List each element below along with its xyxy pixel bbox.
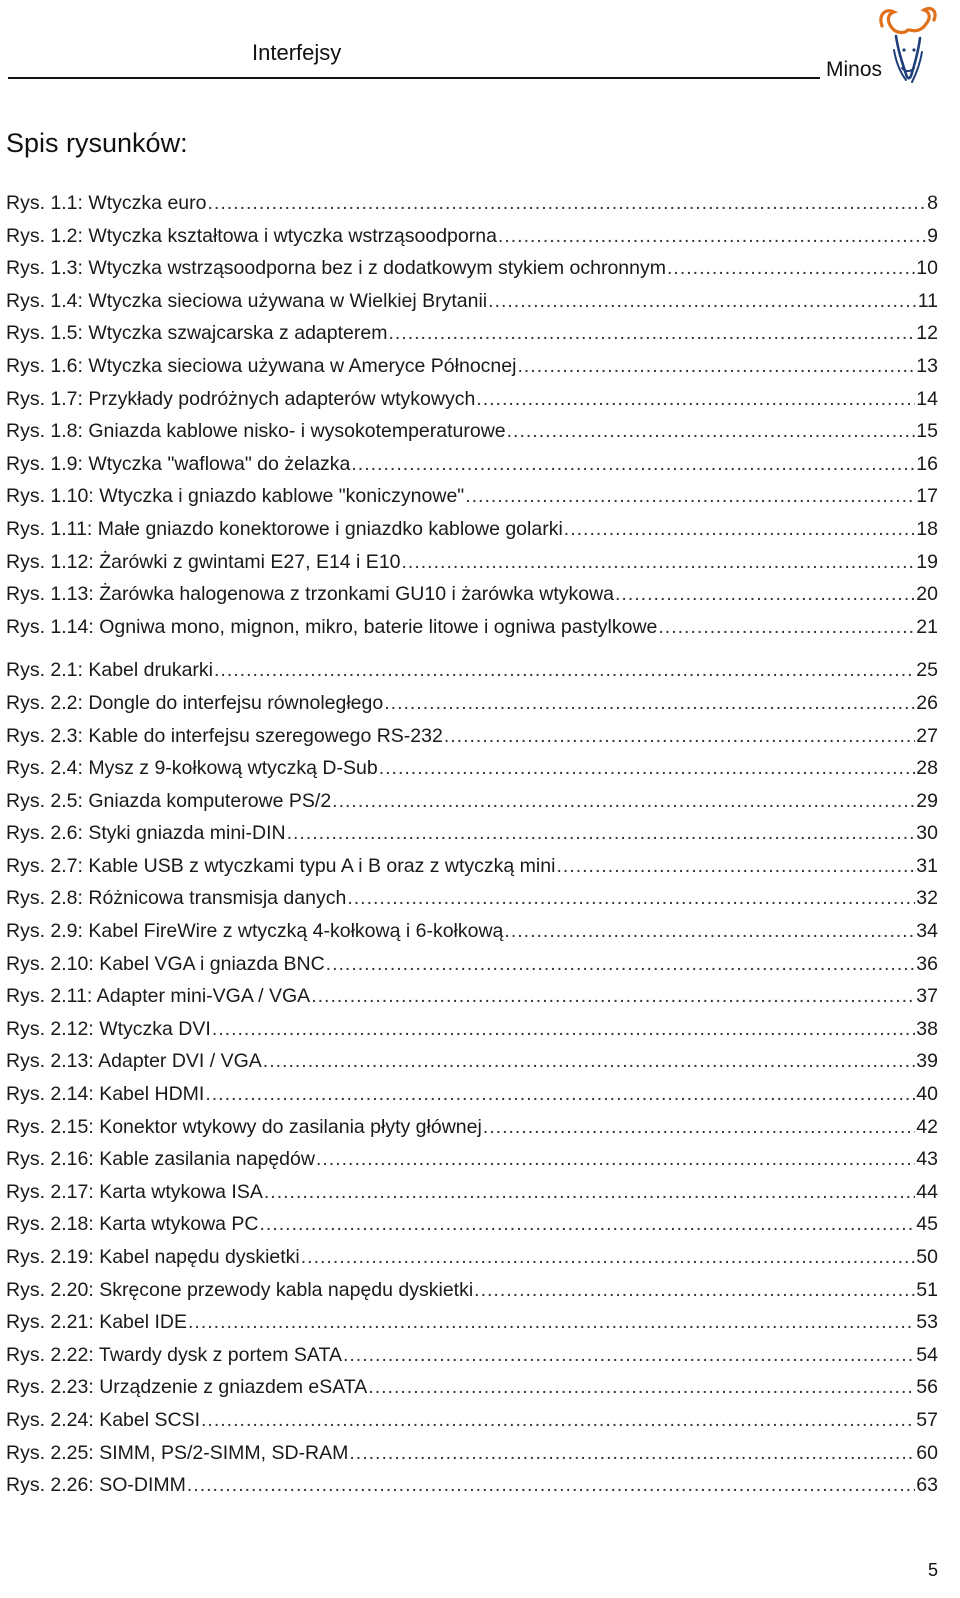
figure-group — [6, 187, 938, 643]
toc-entry-page: 53 — [916, 1311, 938, 1334]
toc-entry-page: 9 — [927, 224, 938, 247]
toc-entry[interactable] — [6, 546, 938, 579]
page-title: Spis rysunków: — [6, 128, 188, 158]
dot-leader — [615, 578, 915, 611]
toc-entry-label: Rys. 1.10: Wtyczka i gniazdo kablowe "koniczynowe" — [6, 485, 465, 508]
toc-entry-label: Rys. 1.4: Wtyczka sieciowa używana w Wielkiej Brytanii — [6, 289, 488, 312]
toc-entry[interactable] — [6, 480, 938, 513]
toc-entry[interactable] — [6, 1078, 938, 1111]
toc-entry[interactable] — [6, 1241, 938, 1274]
dot-leader — [349, 1437, 915, 1470]
dot-leader — [214, 654, 915, 687]
dot-leader — [564, 513, 916, 546]
toc-entry[interactable] — [6, 1306, 938, 1339]
dot-leader — [667, 252, 915, 285]
toc-entry[interactable] — [6, 611, 938, 644]
dot-leader — [326, 948, 916, 981]
dot-leader — [201, 1404, 915, 1437]
toc-entry[interactable] — [6, 1371, 938, 1404]
toc-entry[interactable] — [6, 383, 938, 416]
toc-entry[interactable] — [6, 317, 938, 350]
toc-entry-label: Rys. 2.18: Karta wtykowa PC — [6, 1213, 259, 1236]
dot-leader — [476, 383, 915, 416]
toc-entry-label: Rys. 2.23: Urządzenie z gniazdem eSATA — [6, 1376, 368, 1399]
toc-entry-page: 11 — [917, 289, 938, 312]
dot-leader — [205, 1078, 915, 1111]
toc-entry-label: Rys. 2.13: Adapter DVI / VGA — [6, 1050, 262, 1073]
toc-entry[interactable] — [6, 1339, 938, 1372]
toc-entry-page: 42 — [916, 1115, 938, 1138]
toc-entry[interactable] — [6, 1404, 938, 1437]
toc-entry[interactable] — [6, 1013, 938, 1046]
toc-entry-label: Rys. 1.6: Wtyczka sieciowa używana w Ameryce Północnej — [6, 354, 517, 377]
dot-leader — [556, 850, 915, 883]
toc-entry-label: Rys. 2.9: Kabel FireWire z wtyczką 4-kołkową i 6-kołkową — [6, 920, 504, 943]
dot-leader — [212, 1013, 915, 1046]
toc-entry-page: 34 — [916, 920, 938, 943]
toc-entry-page: 30 — [916, 822, 938, 845]
dot-leader — [507, 415, 916, 448]
toc-entry[interactable] — [6, 882, 938, 915]
toc-entry-page: 29 — [916, 789, 938, 812]
dot-leader — [368, 1371, 915, 1404]
toc-entry-label: Rys. 2.19: Kabel napędu dyskietki — [6, 1246, 300, 1268]
toc-entry[interactable] — [6, 350, 938, 383]
toc-entry-page: 18 — [916, 517, 938, 540]
toc-entry-page: 40 — [916, 1083, 938, 1106]
dot-leader — [504, 915, 915, 948]
toc-entry-label: Rys. 2.11: Adapter mini-VGA / VGA — [6, 985, 311, 1008]
header-rule — [8, 77, 820, 79]
toc-entry-page: 43 — [916, 1148, 938, 1171]
dot-leader — [316, 1143, 915, 1176]
toc-entry[interactable] — [6, 980, 938, 1013]
dot-leader — [301, 1241, 916, 1274]
dot-leader — [384, 687, 915, 720]
toc-entry[interactable] — [6, 1176, 938, 1209]
toc-entry-page: 25 — [916, 659, 938, 682]
toc-entry-label: Rys. 1.13: Żarówka halogenowa z trzonkami GU10 i żarówka wtykowa — [6, 583, 615, 606]
toc-entry-label: Rys. 2.5: Gniazda komputerowe PS/2 — [6, 789, 332, 812]
toc-entry[interactable] — [6, 687, 938, 720]
toc-entry-page: 14 — [916, 387, 938, 410]
toc-entry-page: 19 — [916, 550, 938, 573]
dot-leader — [188, 1306, 915, 1339]
toc-entry-page: 39 — [916, 1050, 938, 1073]
toc-entry-label: Rys. 2.20: Skręcone przewody kabla napędu dyskietki — [6, 1278, 474, 1301]
dot-leader — [332, 785, 915, 818]
toc-entry[interactable] — [6, 252, 938, 285]
dot-leader — [260, 1208, 916, 1241]
toc-entry-label: Rys. 1.1: Wtyczka euro — [6, 192, 207, 214]
toc-entry-label: Rys. 2.25: SIMM, PS/2-SIMM, SD-RAM — [6, 1441, 349, 1464]
toc-entry-page: 56 — [916, 1376, 938, 1399]
toc-entry-label: Rys. 2.2: Dongle do interfejsu równoległego — [6, 691, 384, 714]
brand-name: Minos — [826, 58, 883, 81]
toc-entry[interactable] — [6, 578, 938, 611]
toc-entry-page: 36 — [916, 952, 938, 975]
toc-entry-page: 17 — [916, 485, 938, 508]
dot-leader — [263, 1045, 916, 1078]
toc-entry-label: Rys. 2.21: Kabel IDE — [6, 1311, 188, 1334]
toc-entry-label: Rys. 1.12: Żarówki z gwintami E27, E14 i E10 — [6, 550, 401, 573]
dot-leader — [347, 882, 915, 915]
dot-leader — [517, 350, 915, 383]
toc-entry-label: Rys. 1.9: Wtyczka "waflowa" do żelazka — [6, 452, 351, 475]
toc-entry-page: 31 — [916, 854, 938, 877]
toc-entry-page: 10 — [916, 257, 938, 280]
toc-entry[interactable] — [6, 448, 938, 481]
toc-entry-page: 37 — [916, 985, 938, 1008]
toc-entry[interactable] — [6, 850, 938, 883]
toc-entry[interactable] — [6, 285, 938, 318]
dot-leader — [264, 1176, 915, 1209]
toc-entry[interactable] — [6, 785, 938, 818]
toc-entry-label: Rys. 2.17: Karta wtykowa ISA — [6, 1180, 263, 1203]
toc-entry[interactable] — [6, 915, 938, 948]
toc-entry-label: Rys. 2.4: Mysz z 9-kołkową wtyczką D-Sub — [6, 757, 378, 780]
toc-entry-page: 45 — [916, 1213, 938, 1236]
toc-entry-label: Rys. 2.1: Kabel drukarki — [6, 659, 214, 682]
toc-entry[interactable] — [6, 1045, 938, 1078]
dot-leader — [207, 187, 926, 220]
dot-leader — [465, 480, 915, 513]
toc-entry-page: 51 — [916, 1278, 938, 1301]
toc-entry[interactable] — [6, 513, 938, 546]
toc-entry-page: 63 — [916, 1474, 938, 1497]
page-header — [0, 0, 960, 90]
toc-entry-page: 54 — [916, 1343, 938, 1366]
dot-leader — [658, 611, 915, 644]
dot-leader — [379, 752, 916, 785]
toc-entry[interactable] — [6, 1143, 938, 1176]
toc-entry-page: 57 — [916, 1408, 938, 1431]
toc-entry-page: 8 — [927, 192, 938, 214]
dot-leader — [351, 448, 915, 481]
toc-entry-label: Rys. 2.10: Kabel VGA i gniazda BNC — [6, 952, 325, 975]
toc-entry[interactable] — [6, 187, 938, 220]
header-title: Interfejsy — [252, 40, 342, 65]
toc-entry-label: Rys. 1.3: Wtyczka wstrząsoodporna bez i z dodatkowym stykiem ochronnym — [6, 257, 666, 280]
figure-list — [6, 187, 938, 1502]
toc-entry-page: 13 — [916, 354, 938, 377]
toc-entry-page: 27 — [916, 724, 938, 747]
dot-leader — [287, 817, 916, 850]
toc-entry-page: 16 — [916, 452, 938, 475]
toc-entry-page: 21 — [916, 615, 938, 638]
toc-entry[interactable] — [6, 752, 938, 785]
toc-entry[interactable] — [6, 817, 938, 850]
toc-entry-label: Rys. 2.3: Kable do interfejsu szeregowego RS-232 — [6, 724, 443, 747]
dot-leader — [474, 1274, 915, 1307]
toc-entry-label: Rys. 1.14: Ogniwa mono, mignon, mikro, baterie litowe i ogniwa pastylkowe — [6, 615, 658, 638]
toc-entry[interactable] — [6, 1111, 938, 1144]
toc-entry-label: Rys. 2.22: Twardy dysk z portem SATA — [6, 1343, 342, 1366]
toc-entry-page: 15 — [916, 420, 938, 443]
toc-entry[interactable] — [6, 1274, 938, 1307]
dot-leader — [311, 980, 915, 1013]
toc-entry-label: Rys. 2.24: Kabel SCSI — [6, 1408, 201, 1431]
dot-leader — [187, 1469, 915, 1502]
toc-entry-label: Rys. 1.2: Wtyczka kształtowa i wtyczka wstrząsoodporna — [6, 224, 497, 247]
toc-entry-label: Rys. 2.15: Konektor wtykowy do zasilania płyty głównej — [6, 1115, 482, 1138]
toc-entry[interactable] — [6, 220, 938, 253]
toc-entry[interactable] — [6, 1469, 938, 1502]
toc-entry[interactable] — [6, 1208, 938, 1241]
toc-entry-page: 28 — [916, 757, 938, 780]
dot-leader — [488, 285, 917, 318]
toc-entry-page: 26 — [916, 691, 938, 714]
minos-bull-logo-icon — [876, 6, 938, 86]
toc-entry[interactable] — [6, 415, 938, 448]
toc-entry[interactable] — [6, 654, 938, 687]
toc-entry[interactable] — [6, 1437, 938, 1470]
toc-entry-page: 12 — [916, 322, 938, 345]
toc-entry-label: Rys. 1.5: Wtyczka szwajcarska z adapterem — [6, 322, 388, 345]
figure-group — [6, 654, 938, 1501]
toc-entry-page: 32 — [916, 887, 938, 910]
toc-entry-label: Rys. 2.16: Kable zasilania napędów — [6, 1148, 315, 1171]
dot-leader — [498, 220, 926, 253]
toc-entry-label: Rys. 2.7: Kable USB z wtyczkami typu A i B oraz z wtyczką mini — [6, 854, 556, 877]
toc-entry-page: 60 — [916, 1441, 938, 1464]
dot-leader — [388, 317, 915, 350]
dot-leader — [402, 546, 916, 579]
toc-entry-label: Rys. 1.8: Gniazda kablowe nisko- i wysokotemperaturowe — [6, 420, 506, 443]
toc-entry-page: 44 — [916, 1180, 938, 1203]
page-number: 5 — [927, 1560, 938, 1580]
toc-entry-label: Rys. 2.6: Styki gniazda mini-DIN — [6, 822, 286, 845]
toc-entry-label: Rys. 2.14: Kabel HDMI — [6, 1083, 205, 1106]
toc-entry-page: 38 — [916, 1017, 938, 1040]
dot-leader — [343, 1339, 915, 1372]
toc-entry-page: 20 — [916, 583, 938, 606]
toc-entry[interactable] — [6, 720, 938, 753]
toc-entry-label: Rys. 2.8: Różnicowa transmisja danych — [6, 887, 347, 910]
dot-leader — [444, 720, 915, 753]
toc-entry-label: Rys. 2.26: SO-DIMM — [6, 1474, 186, 1497]
toc-entry[interactable] — [6, 948, 938, 981]
dot-leader — [483, 1111, 915, 1144]
toc-entry-label: Rys. 1.11: Małe gniazdo konektorowe i gniazdko kablowe golarki — [6, 517, 563, 540]
toc-entry-page: 50 — [916, 1246, 938, 1268]
toc-entry-label: Rys. 2.12: Wtyczka DVI — [6, 1017, 211, 1040]
toc-entry-label: Rys. 1.7: Przykłady podróżnych adapterów wtykowych — [6, 387, 476, 410]
